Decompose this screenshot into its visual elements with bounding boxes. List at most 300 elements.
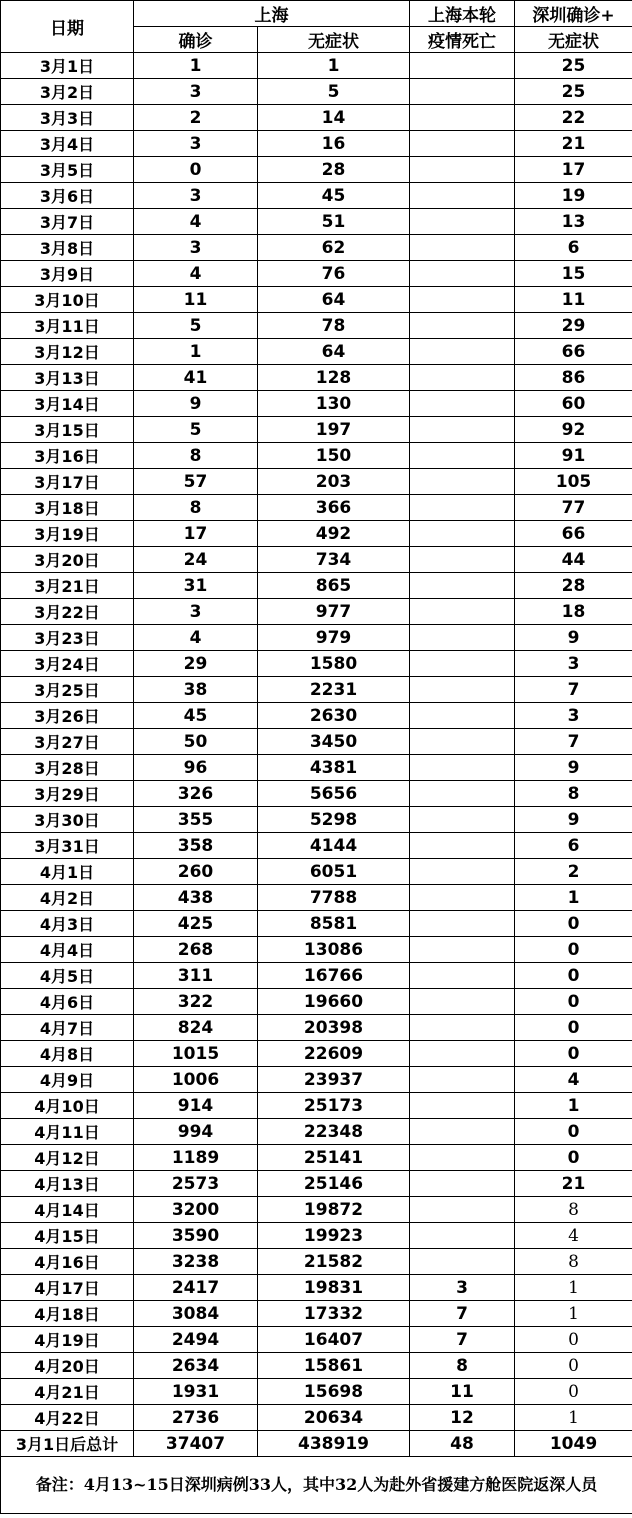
date-cell: 3月10日 (1, 287, 134, 313)
shenzhen-cell: 0 (515, 1379, 632, 1405)
date-cell: 3月15日 (1, 417, 134, 443)
deaths-cell (410, 573, 515, 599)
asymptomatic-cell: 366 (258, 495, 410, 521)
deaths-cell (410, 911, 515, 937)
asymptomatic-cell: 51 (258, 209, 410, 235)
confirmed-cell: 5 (134, 417, 258, 443)
asymptomatic-cell: 2630 (258, 703, 410, 729)
deaths-cell (410, 1249, 515, 1275)
asymptomatic-cell: 14 (258, 105, 410, 131)
table-row (1, 833, 632, 859)
asymptomatic-cell: 16407 (258, 1327, 410, 1353)
table-row (1, 1041, 632, 1067)
header-shanghai: 上海 (134, 1, 410, 27)
shenzhen-cell: 0 (515, 1015, 632, 1041)
date-cell: 3月28日 (1, 755, 134, 781)
deaths-cell (410, 781, 515, 807)
asymptomatic-cell: 19660 (258, 989, 410, 1015)
confirmed-cell: 3238 (134, 1249, 258, 1275)
table-row (1, 625, 632, 651)
date-cell: 4月21日 (1, 1379, 134, 1405)
table-row (1, 391, 632, 417)
shenzhen-cell: 66 (515, 521, 632, 547)
date-cell: 3月26日 (1, 703, 134, 729)
asymptomatic-cell: 25173 (258, 1093, 410, 1119)
confirmed-cell: 1015 (134, 1041, 258, 1067)
shenzhen-cell: 0 (515, 911, 632, 937)
table-row (1, 235, 632, 261)
date-cell: 4月11日 (1, 1119, 134, 1145)
confirmed-cell: 9 (134, 391, 258, 417)
table-row (1, 313, 632, 339)
table-row (1, 937, 632, 963)
total-deaths-cell: 48 (410, 1431, 515, 1457)
table-row (1, 547, 632, 573)
asymptomatic-cell: 16 (258, 131, 410, 157)
table-row (1, 79, 632, 105)
deaths-cell (410, 989, 515, 1015)
asymptomatic-cell: 2231 (258, 677, 410, 703)
table-row (1, 469, 632, 495)
table-row (1, 885, 632, 911)
table-row (1, 53, 632, 79)
deaths-cell (410, 1145, 515, 1171)
date-cell: 4月14日 (1, 1197, 134, 1223)
shenzhen-cell: 1 (515, 1301, 632, 1327)
table-row (1, 1301, 632, 1327)
deaths-cell (410, 1171, 515, 1197)
date-cell: 4月8日 (1, 1041, 134, 1067)
table-row (1, 1093, 632, 1119)
table-row (1, 1223, 632, 1249)
shenzhen-cell: 0 (515, 1041, 632, 1067)
table-row (1, 1405, 632, 1431)
confirmed-cell: 50 (134, 729, 258, 755)
shenzhen-cell: 92 (515, 417, 632, 443)
date-cell: 4月19日 (1, 1327, 134, 1353)
shenzhen-cell: 15 (515, 261, 632, 287)
confirmed-cell: 4 (134, 261, 258, 287)
date-cell: 4月18日 (1, 1301, 134, 1327)
confirmed-cell: 24 (134, 547, 258, 573)
date-cell: 3月2日 (1, 79, 134, 105)
confirmed-cell: 438 (134, 885, 258, 911)
deaths-cell (410, 937, 515, 963)
date-cell: 3月1日 (1, 53, 134, 79)
confirmed-cell: 2417 (134, 1275, 258, 1301)
deaths-cell (410, 53, 515, 79)
date-cell: 3月20日 (1, 547, 134, 573)
deaths-cell (410, 807, 515, 833)
deaths-cell (410, 1015, 515, 1041)
date-cell: 3月16日 (1, 443, 134, 469)
asymptomatic-cell: 19831 (258, 1275, 410, 1301)
asymptomatic-cell: 19872 (258, 1197, 410, 1223)
shenzhen-cell: 28 (515, 573, 632, 599)
header-row-top (1, 1, 632, 27)
table-row (1, 443, 632, 469)
deaths-cell (410, 703, 515, 729)
confirmed-cell: 311 (134, 963, 258, 989)
shenzhen-cell: 66 (515, 339, 632, 365)
date-cell: 4月7日 (1, 1015, 134, 1041)
deaths-cell (410, 261, 515, 287)
date-cell: 4月13日 (1, 1171, 134, 1197)
deaths-cell (410, 131, 515, 157)
asymptomatic-cell: 78 (258, 313, 410, 339)
confirmed-cell: 1189 (134, 1145, 258, 1171)
deaths-cell (410, 79, 515, 105)
table-row (1, 157, 632, 183)
deaths-cell (410, 1197, 515, 1223)
table-row (1, 183, 632, 209)
date-cell: 4月1日 (1, 859, 134, 885)
deaths-cell (410, 157, 515, 183)
date-cell: 3月30日 (1, 807, 134, 833)
asymptomatic-cell: 21582 (258, 1249, 410, 1275)
table-row (1, 729, 632, 755)
deaths-cell (410, 183, 515, 209)
date-cell: 4月12日 (1, 1145, 134, 1171)
shenzhen-cell: 7 (515, 729, 632, 755)
confirmed-cell: 260 (134, 859, 258, 885)
date-cell: 3月12日 (1, 339, 134, 365)
confirmed-cell: 3 (134, 183, 258, 209)
asymptomatic-cell: 865 (258, 573, 410, 599)
deaths-cell (410, 1067, 515, 1093)
shenzhen-cell: 60 (515, 391, 632, 417)
shenzhen-cell: 105 (515, 469, 632, 495)
deaths-cell: 8 (410, 1353, 515, 1379)
deaths-cell (410, 495, 515, 521)
total-confirmed-cell: 37407 (134, 1431, 258, 1457)
date-cell: 3月13日 (1, 365, 134, 391)
shenzhen-cell: 11 (515, 287, 632, 313)
table-row (1, 1353, 632, 1379)
asymptomatic-cell: 5656 (258, 781, 410, 807)
shenzhen-cell: 7 (515, 677, 632, 703)
shenzhen-cell: 44 (515, 547, 632, 573)
shenzhen-cell: 86 (515, 365, 632, 391)
shenzhen-cell: 18 (515, 599, 632, 625)
confirmed-cell: 41 (134, 365, 258, 391)
confirmed-cell: 3200 (134, 1197, 258, 1223)
asymptomatic-cell: 64 (258, 287, 410, 313)
shenzhen-cell: 4 (515, 1067, 632, 1093)
table-row (1, 651, 632, 677)
shenzhen-cell: 17 (515, 157, 632, 183)
table-row (1, 1171, 632, 1197)
confirmed-cell: 355 (134, 807, 258, 833)
date-cell: 3月14日 (1, 391, 134, 417)
confirmed-cell: 0 (134, 157, 258, 183)
date-cell: 3月7日 (1, 209, 134, 235)
asymptomatic-cell: 734 (258, 547, 410, 573)
date-cell: 3月4日 (1, 131, 134, 157)
confirmed-cell: 2634 (134, 1353, 258, 1379)
deaths-cell (410, 755, 515, 781)
table-row (1, 287, 632, 313)
shenzhen-cell: 0 (515, 1327, 632, 1353)
confirmed-cell: 4 (134, 625, 258, 651)
date-cell: 3月23日 (1, 625, 134, 651)
confirmed-cell: 3590 (134, 1223, 258, 1249)
total-date-cell: 3月1日后总计 (1, 1431, 134, 1457)
confirmed-cell: 96 (134, 755, 258, 781)
date-cell: 3月29日 (1, 781, 134, 807)
asymptomatic-cell: 25141 (258, 1145, 410, 1171)
table-row (1, 807, 632, 833)
shenzhen-cell: 8 (515, 1197, 632, 1223)
table-row (1, 1145, 632, 1171)
table-row (1, 365, 632, 391)
asymptomatic-cell: 62 (258, 235, 410, 261)
table-row (1, 339, 632, 365)
deaths-cell (410, 859, 515, 885)
confirmed-cell: 17 (134, 521, 258, 547)
date-cell: 4月15日 (1, 1223, 134, 1249)
table-row (1, 963, 632, 989)
date-cell: 4月5日 (1, 963, 134, 989)
table-row (1, 417, 632, 443)
confirmed-cell: 8 (134, 443, 258, 469)
deaths-cell (410, 339, 515, 365)
table-row (1, 1379, 632, 1405)
asymptomatic-cell: 23937 (258, 1067, 410, 1093)
deaths-cell (410, 729, 515, 755)
shenzhen-cell: 22 (515, 105, 632, 131)
total-asymptomatic-cell: 438919 (258, 1431, 410, 1457)
date-cell: 4月3日 (1, 911, 134, 937)
confirmed-cell: 3 (134, 235, 258, 261)
deaths-cell (410, 365, 515, 391)
shenzhen-cell: 25 (515, 53, 632, 79)
asymptomatic-cell: 977 (258, 599, 410, 625)
table-row (1, 1197, 632, 1223)
asymptomatic-cell: 22609 (258, 1041, 410, 1067)
confirmed-cell: 914 (134, 1093, 258, 1119)
confirmed-cell: 2494 (134, 1327, 258, 1353)
table-row (1, 599, 632, 625)
confirmed-cell: 2573 (134, 1171, 258, 1197)
date-cell: 4月4日 (1, 937, 134, 963)
confirmed-cell: 29 (134, 651, 258, 677)
deaths-cell: 3 (410, 1275, 515, 1301)
date-cell: 4月2日 (1, 885, 134, 911)
header-asymptomatic: 无症状 (258, 27, 410, 53)
asymptomatic-cell: 45 (258, 183, 410, 209)
header-deaths-line1: 上海本轮 (410, 1, 515, 27)
confirmed-cell: 5 (134, 313, 258, 339)
confirmed-cell: 45 (134, 703, 258, 729)
date-cell: 3月31日 (1, 833, 134, 859)
asymptomatic-cell: 15698 (258, 1379, 410, 1405)
asymptomatic-cell: 130 (258, 391, 410, 417)
date-cell: 3月5日 (1, 157, 134, 183)
date-cell: 3月25日 (1, 677, 134, 703)
confirmed-cell: 824 (134, 1015, 258, 1041)
shenzhen-cell: 19 (515, 183, 632, 209)
deaths-cell (410, 105, 515, 131)
deaths-cell (410, 391, 515, 417)
footnote: 备注：4月13~15日深圳病例33人，其中32人为赴外省援建方舱医院返深人员 (1, 1457, 632, 1514)
date-cell: 4月17日 (1, 1275, 134, 1301)
table-row (1, 573, 632, 599)
deaths-cell (410, 1119, 515, 1145)
shenzhen-cell: 6 (515, 833, 632, 859)
shenzhen-cell: 1 (515, 1275, 632, 1301)
asymptomatic-cell: 1580 (258, 651, 410, 677)
shenzhen-cell: 1 (515, 885, 632, 911)
shenzhen-cell: 8 (515, 781, 632, 807)
shenzhen-cell: 0 (515, 1119, 632, 1145)
shenzhen-cell: 8 (515, 1249, 632, 1275)
asymptomatic-cell: 7788 (258, 885, 410, 911)
asymptomatic-cell: 20634 (258, 1405, 410, 1431)
deaths-cell (410, 469, 515, 495)
shenzhen-cell: 21 (515, 131, 632, 157)
deaths-cell (410, 677, 515, 703)
confirmed-cell: 425 (134, 911, 258, 937)
header-confirmed: 确诊 (134, 27, 258, 53)
asymptomatic-cell: 8581 (258, 911, 410, 937)
shenzhen-cell: 4 (515, 1223, 632, 1249)
deaths-cell (410, 547, 515, 573)
date-cell: 3月6日 (1, 183, 134, 209)
table-row (1, 261, 632, 287)
table-row (1, 1275, 632, 1301)
shenzhen-cell: 25 (515, 79, 632, 105)
shenzhen-cell: 6 (515, 235, 632, 261)
confirmed-cell: 3 (134, 79, 258, 105)
asymptomatic-cell: 4144 (258, 833, 410, 859)
confirmed-cell: 11 (134, 287, 258, 313)
asymptomatic-cell: 64 (258, 339, 410, 365)
confirmed-cell: 38 (134, 677, 258, 703)
confirmed-cell: 358 (134, 833, 258, 859)
total-shenzhen-cell: 1049 (515, 1431, 632, 1457)
confirmed-cell: 8 (134, 495, 258, 521)
table-row (1, 1015, 632, 1041)
asymptomatic-cell: 3450 (258, 729, 410, 755)
date-cell: 4月22日 (1, 1405, 134, 1431)
confirmed-cell: 994 (134, 1119, 258, 1145)
shenzhen-cell: 1 (515, 1093, 632, 1119)
table-row (1, 1119, 632, 1145)
confirmed-cell: 3 (134, 599, 258, 625)
deaths-cell: 7 (410, 1327, 515, 1353)
deaths-cell (410, 235, 515, 261)
date-cell: 3月27日 (1, 729, 134, 755)
table-row (1, 1067, 632, 1093)
table-row (1, 989, 632, 1015)
asymptomatic-cell: 128 (258, 365, 410, 391)
asymptomatic-cell: 22348 (258, 1119, 410, 1145)
total-row (1, 1431, 632, 1457)
asymptomatic-cell: 76 (258, 261, 410, 287)
asymptomatic-cell: 28 (258, 157, 410, 183)
header-deaths-line2: 疫情死亡 (410, 27, 515, 53)
deaths-cell (410, 833, 515, 859)
deaths-cell (410, 287, 515, 313)
asymptomatic-cell: 492 (258, 521, 410, 547)
header-date: 日期 (1, 1, 134, 53)
shenzhen-cell: 77 (515, 495, 632, 521)
asymptomatic-cell: 20398 (258, 1015, 410, 1041)
date-cell: 3月3日 (1, 105, 134, 131)
shenzhen-cell: 9 (515, 807, 632, 833)
date-cell: 3月8日 (1, 235, 134, 261)
date-cell: 3月19日 (1, 521, 134, 547)
asymptomatic-cell: 4381 (258, 755, 410, 781)
date-cell: 3月24日 (1, 651, 134, 677)
confirmed-cell: 4 (134, 209, 258, 235)
confirmed-cell: 1931 (134, 1379, 258, 1405)
shenzhen-cell: 0 (515, 937, 632, 963)
header-shenzhen-line1: 深圳确诊+ (515, 1, 632, 27)
confirmed-cell: 326 (134, 781, 258, 807)
shenzhen-cell: 0 (515, 963, 632, 989)
shenzhen-cell: 2 (515, 859, 632, 885)
table-row (1, 781, 632, 807)
confirmed-cell: 1006 (134, 1067, 258, 1093)
deaths-cell: 11 (410, 1379, 515, 1405)
asymptomatic-cell: 203 (258, 469, 410, 495)
shenzhen-cell: 29 (515, 313, 632, 339)
date-cell: 4月9日 (1, 1067, 134, 1093)
asymptomatic-cell: 16766 (258, 963, 410, 989)
table-row (1, 131, 632, 157)
shenzhen-cell: 9 (515, 755, 632, 781)
confirmed-cell: 1 (134, 339, 258, 365)
date-cell: 3月17日 (1, 469, 134, 495)
deaths-cell (410, 599, 515, 625)
shenzhen-cell: 1 (515, 1405, 632, 1431)
deaths-cell (410, 1223, 515, 1249)
confirmed-cell: 3 (134, 131, 258, 157)
shenzhen-cell: 9 (515, 625, 632, 651)
table-row (1, 703, 632, 729)
deaths-cell (410, 625, 515, 651)
confirmed-cell: 3084 (134, 1301, 258, 1327)
confirmed-cell: 31 (134, 573, 258, 599)
table-row (1, 495, 632, 521)
asymptomatic-cell: 5 (258, 79, 410, 105)
shenzhen-cell: 0 (515, 1353, 632, 1379)
shenzhen-cell: 13 (515, 209, 632, 235)
asymptomatic-cell: 1 (258, 53, 410, 79)
date-cell: 3月18日 (1, 495, 134, 521)
confirmed-cell: 322 (134, 989, 258, 1015)
asymptomatic-cell: 979 (258, 625, 410, 651)
table-row (1, 521, 632, 547)
note-row (1, 1457, 632, 1514)
asymptomatic-cell: 19923 (258, 1223, 410, 1249)
shenzhen-cell: 3 (515, 651, 632, 677)
deaths-cell (410, 209, 515, 235)
date-cell: 4月10日 (1, 1093, 134, 1119)
asymptomatic-cell: 150 (258, 443, 410, 469)
shenzhen-cell: 3 (515, 703, 632, 729)
date-cell: 3月11日 (1, 313, 134, 339)
asymptomatic-cell: 6051 (258, 859, 410, 885)
asymptomatic-cell: 197 (258, 417, 410, 443)
date-cell: 4月16日 (1, 1249, 134, 1275)
shenzhen-cell: 21 (515, 1171, 632, 1197)
asymptomatic-cell: 17332 (258, 1301, 410, 1327)
deaths-cell (410, 1093, 515, 1119)
table-row (1, 677, 632, 703)
